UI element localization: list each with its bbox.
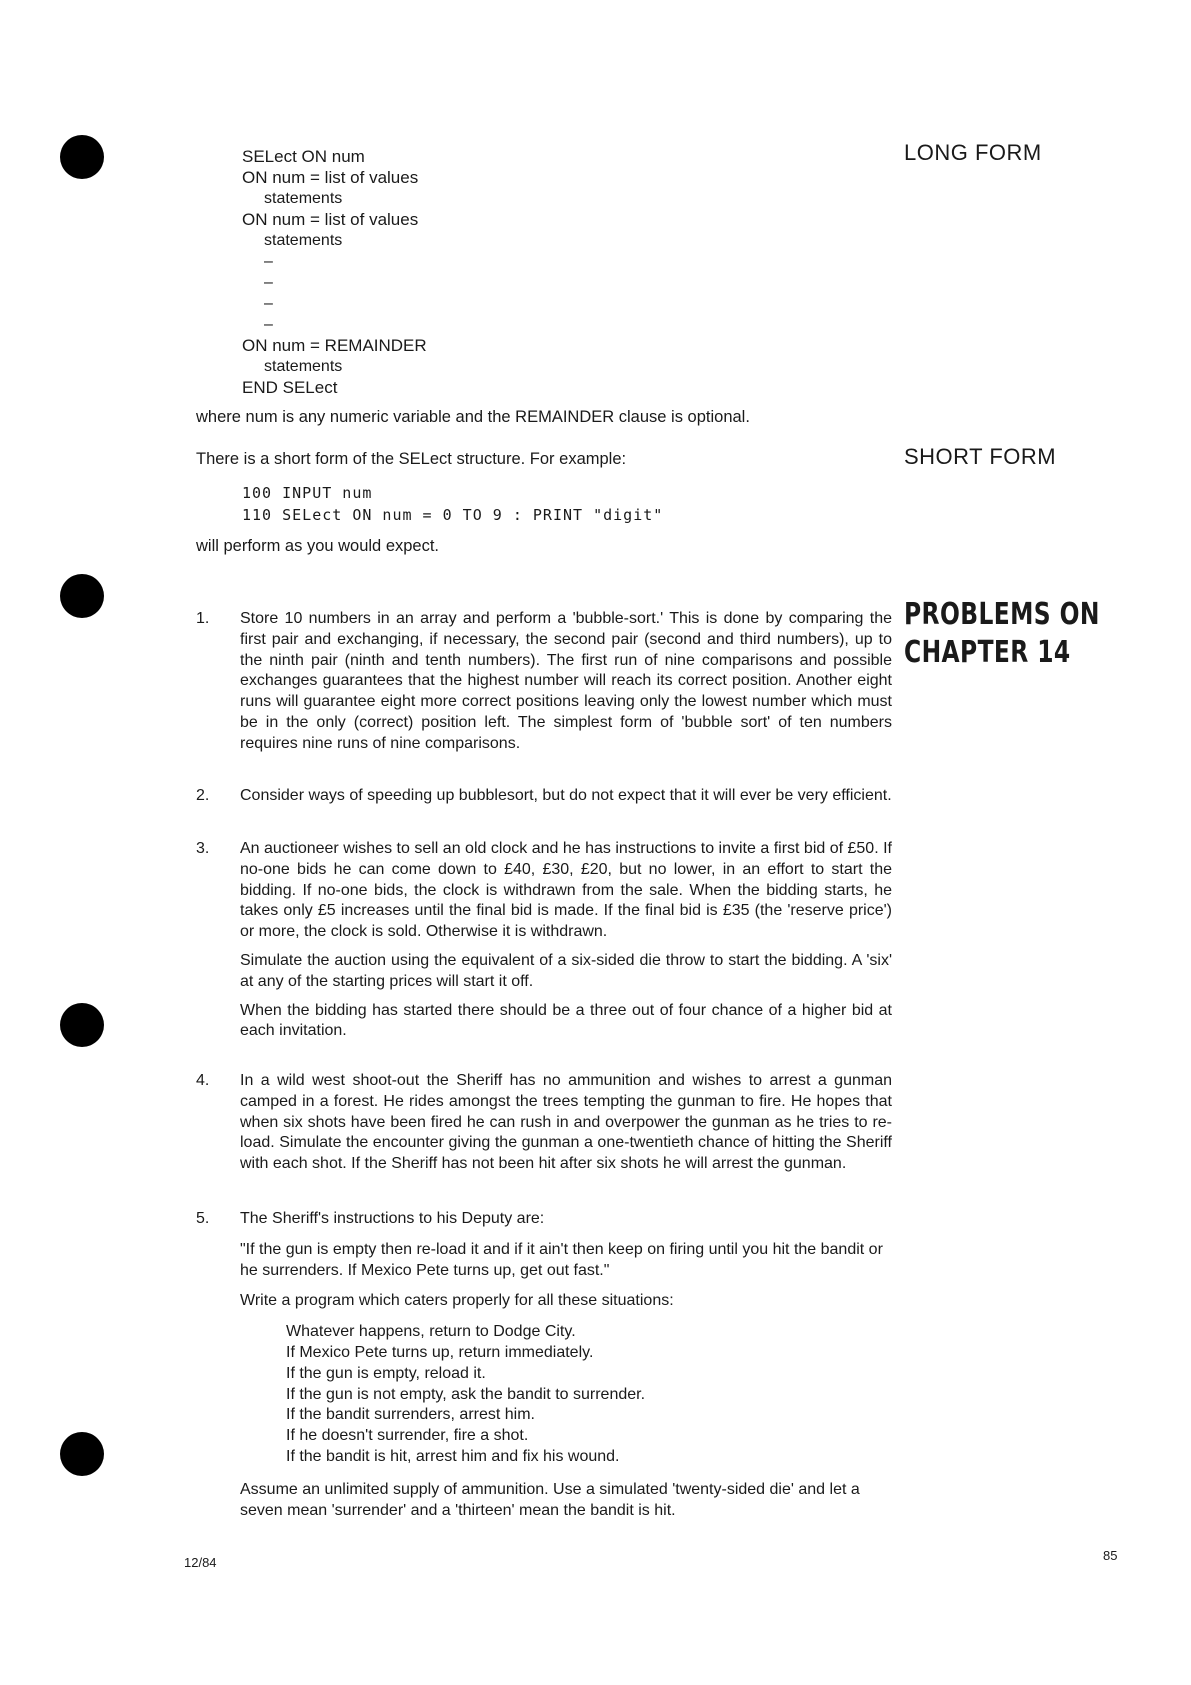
where-text: where num is any numeric variable and the REMAINDER clause is optional. <box>196 408 750 426</box>
problem-item-2 <box>196 786 892 815</box>
list-item: If Mexico Pete turns up, return immediately. <box>286 1343 594 1361</box>
code-line-110: 110 SELect ON num = 0 TO 9 : PRINT "digit" <box>242 506 664 524</box>
code-line: SELect ON num <box>242 147 365 166</box>
problem-5-intro: The Sheriff's instructions to his Deputy are: <box>240 1210 545 1227</box>
problem-number: 3. <box>196 840 210 857</box>
binder-hole <box>60 1003 104 1047</box>
code-line: ON num = list of values <box>242 210 419 229</box>
binder-hole <box>60 574 104 618</box>
code-line: – <box>264 274 273 291</box>
code-line: – <box>264 253 273 270</box>
problem-text: Store 10 numbers in an array and perform a 'bubble-sort.' This is done by comparing the first pair and exchanging, if necessary, the second pair (second and third numbers), up to the ninth pair (ninth and tenth numbers). The first run of nine comparisons and possible exchanges guarantees that the highest number will reach its correct position. Another eight runs will guarantee eight more correct positions leaving only the lowest number which must be in the only (correct) position left. The simplest form of 'bubble sort' of ten numbers requires nine runs of nine comparisons. <box>240 610 892 752</box>
code-line: – <box>264 316 273 333</box>
code-line: END SELect <box>242 378 338 397</box>
code-line-100: 100 INPUT num <box>242 484 373 502</box>
problem-item-5 <box>196 1209 892 1529</box>
list-item: If the bandit is hit, arrest him and fix his wound. <box>286 1447 620 1465</box>
problem-text: Consider ways of speeding up bubblesort, but do not expect that it will ever be very efficient. <box>240 787 892 804</box>
code-line: statements <box>264 232 343 249</box>
problem-item-4 <box>196 1071 892 1183</box>
short-form-outro: will perform as you would expect. <box>196 537 440 555</box>
problem-number: 2. <box>196 787 210 804</box>
deputy-instructions-quote: "If the gun is empty then re-load it and if it ain't then keep on firing until you hit the bandit or he surrenders. If Mexico Pete turns up, get out fast." <box>240 1240 883 1279</box>
problem-item-3 <box>196 839 892 1050</box>
problem-text: In a wild west shoot-out the Sheriff has no ammunition and wishes to arrest a gunman camped in a forest. He rides amongst the trees tempting the gunman to fire. He hopes that when six shots have been fired he can rush in and overpower the gunman as he tries to re-load. Simulate the encounter giving the gunman a one-twentieth chance of hitting the Sheriff with each shot. If the Sheriff has not been hit after six shots he will arrest the gunman. <box>240 1072 892 1173</box>
problems-heading <box>904 596 1100 672</box>
page-number: 85 <box>1103 1548 1118 1563</box>
situation-list <box>240 1322 892 1468</box>
code-line: ON num = list of values <box>242 168 419 187</box>
code-line: statements <box>264 358 343 375</box>
list-item: Whatever happens, return to Dodge City. <box>286 1323 576 1341</box>
short-form-intro: There is a short form of the SELect structure. For example: <box>196 450 627 468</box>
problems-heading-line-1: PROBLEMS ON <box>904 597 1100 632</box>
problem-number: 5. <box>196 1210 210 1227</box>
problem-text: An auctioneer wishes to sell an old clock and he has instructions to invite a first bid of £50. If no-one bids he can come down to £40, £30, £20, but no lower, in an effort to start the bidding. If no-one bids, the clock is withdrawn from the sale. When the bidding starts, he takes only £5 increases until the final bid is made. If the final bid is £35 (the 'reserve price') or more, the clock is sold. Otherwise it is withdrawn. <box>240 840 892 941</box>
problems-heading-line-2: CHAPTER 14 <box>904 635 1071 670</box>
problem-text: Simulate the auction using the equivalent of a six-sided die throw to start the bidding. A 'six' at any of the starting prices will start it off. <box>240 951 892 990</box>
short-form-heading: SHORT FORM <box>904 444 1057 469</box>
binder-hole <box>60 1432 104 1476</box>
code-line: statements <box>264 190 343 207</box>
long-form-heading: LONG FORM <box>904 140 1042 165</box>
list-item: If the gun is empty, reload it. <box>286 1364 486 1382</box>
problem-5-task: Write a program which caters properly for all these situations: <box>240 1292 674 1310</box>
problem-item-1 <box>196 609 892 763</box>
problem-5-closing: Assume an unlimited supply of ammunition. Use a simulated 'twenty-sided die' and let a seven mean 'surrender' and a 'thirteen' mean the bandit is hit. <box>240 1480 860 1519</box>
long-form-code-block <box>242 146 427 398</box>
code-line: ON num = REMAINDER <box>242 336 427 355</box>
list-item: If he doesn't surrender, fire a shot. <box>286 1427 529 1445</box>
code-line: – <box>264 295 273 312</box>
problem-number: 4. <box>196 1072 210 1089</box>
problem-text: When the bidding has started there should be a three out of four chance of a higher bid at each invitation. <box>240 1001 892 1040</box>
binder-hole <box>60 135 104 179</box>
list-item: If the bandit surrenders, arrest him. <box>286 1406 535 1424</box>
footer-date: 12/84 <box>184 1555 217 1570</box>
problem-number: 1. <box>196 610 210 627</box>
list-item: If the gun is not empty, ask the bandit to surrender. <box>286 1385 646 1403</box>
